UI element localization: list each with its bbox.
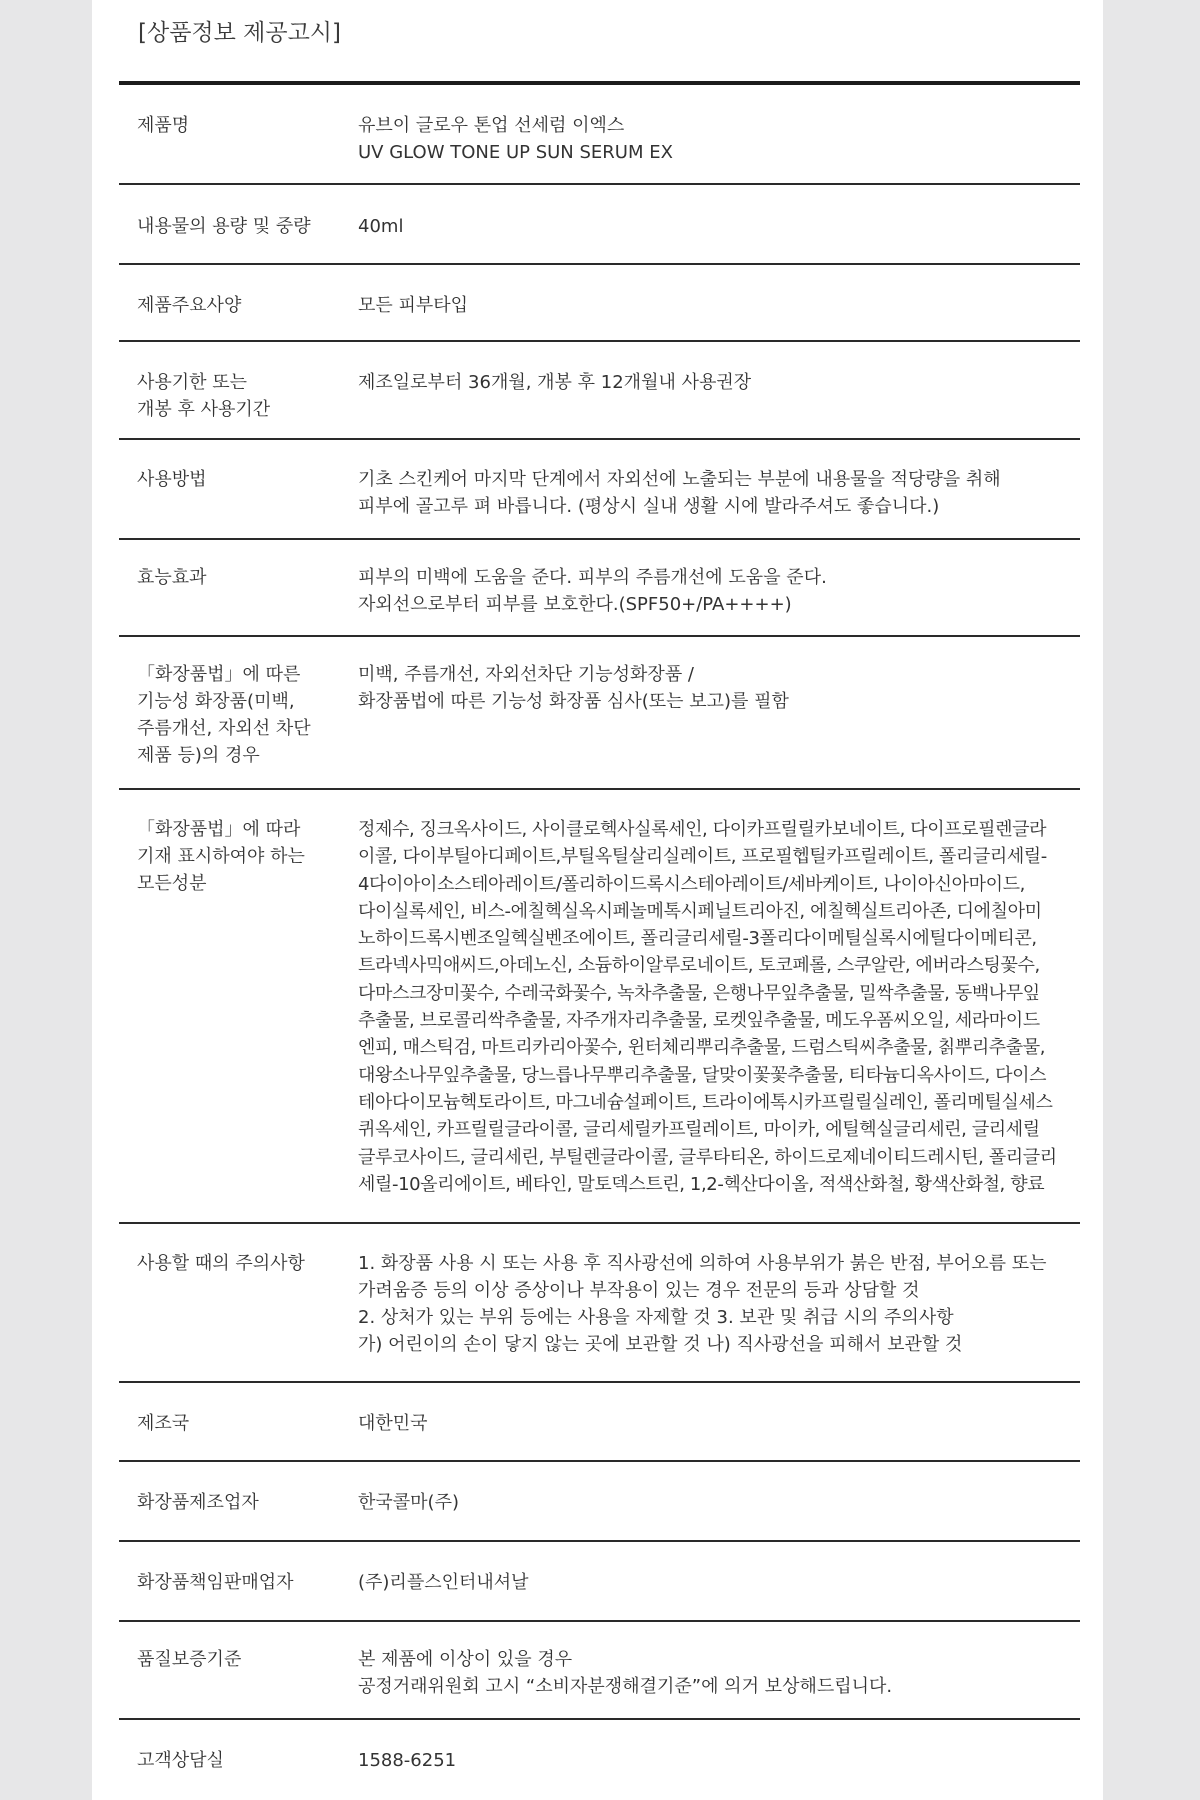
product-info-table	[119, 85, 1080, 1800]
row-value: 기초 스킨케어 마지막 단계에서 자외선에 노출되는 부분에 내용물을 적당량을 취해 피부에 골고루 펴 바릅니다. (평상시 실내 생활 시에 발라주셔도 좋습니다.)	[358, 469, 1001, 517]
row-label: 화장품제조업자	[137, 1492, 259, 1513]
row-label: 제품명	[137, 115, 190, 136]
row-label: 「화장품법」에 따른 기능성 화장품(미백, 주름개선, 자외선 차단 제품 등)의 경우	[137, 664, 311, 766]
row-ingredients	[119, 790, 1080, 1224]
row-value: (주)리플스인터내셔날	[358, 1572, 529, 1593]
row-label: 제품주요사양	[137, 295, 242, 316]
row-label: 품질보증기준	[137, 1649, 242, 1670]
row-label: 화장품책임판매업자	[137, 1572, 294, 1593]
row-label: 제조국	[137, 1413, 190, 1434]
row-product-name	[119, 85, 1080, 185]
row-value: 피부의 미백에 도움을 준다. 피부의 주름개선에 도움을 준다. 자외선으로부터 피부를 보호한다.(SPF50+/PA++++)	[358, 567, 827, 615]
row-seller	[119, 1542, 1080, 1622]
row-customer-center	[119, 1720, 1080, 1800]
row-value: 대한민국	[358, 1413, 428, 1434]
row-label: 「화장품법」에 따라 기재 표시하여야 하는 모든성분	[137, 819, 305, 894]
row-origin	[119, 1383, 1080, 1462]
row-value: 유브이 글로우 톤업 선세럼 이엑스 UV GLOW TONE UP SUN SERUM EX	[358, 115, 673, 163]
row-label: 효능효과	[137, 567, 207, 588]
row-label: 고객상담실	[137, 1750, 224, 1771]
row-precautions	[119, 1224, 1080, 1383]
row-efficacy	[119, 540, 1080, 637]
page-title: [상품정보 제공고시]	[138, 20, 342, 46]
row-label: 내용물의 용량 및 중량	[137, 216, 311, 237]
row-expiry	[119, 342, 1080, 440]
row-label: 사용기한 또는 개봉 후 사용기간	[137, 372, 271, 420]
row-value: 1588-6251	[358, 1750, 457, 1771]
row-label: 사용할 때의 주의사항	[137, 1253, 305, 1274]
row-value: 정제수, 징크옥사이드, 사이클로헥사실록세인, 다이카프릴릴카보네이트, 다이프로필렌글라 이콜, 다이부틸아디페이트,부틸옥틸살리실레이트, 프로필헵틸카프릴레이트, 폴리글리세릴- 4다이아이소스테아레이트/폴리하이드록시스테아레이트/세바케이트, 나이아신아마이드, 다이실록세인, 비스-에칠헥실옥시페놀메톡시페닐트리아진, 에칠헥실트리아존, 디에칠아미 노하이드록시벤조일헥실벤조에이트, 폴리글리세릴-3폴리다이메틸실록시에틸다이메티콘, 트라넥사믹애씨드,아데노신, 소듐하이알루로네이트, 토코페롤, 스쿠알란, 에버라스팅꽃수, 다마스크장미꽃수, 수레국화꽃수, 녹차추출물, 은행나무잎추출물, 밀싹추출물, 동백나무잎 추출물, 브로콜리싹추출물, 자주개자리추출물, 로켓잎추출물, 메도우폼씨오일, 세라마이드 엔피, 매스틱검, 마트리카리아꽃수, 윈터체리뿌리추출물, 드럼스틱씨추출물, 칡뿌리추출물, 대왕소나무잎추출물, 당느릅나무뿌리추출물, 달맞이꽃꽃추출물, 티타늄디옥사이드, 다이스 테아다이모늄헥토라이트, 마그네슘설페이트, 트라이에톡시카프릴릴실레인, 폴리메틸실세스 퀴옥세인, 카프릴릴글라이콜, 글리세릴카프릴레이트, 마이카, 에틸헥실글리세린, 글리세릴 글루코사이드, 글리세린, 부틸렌글라이콜, 글루타티온, 하이드로제네이티드레시틴, 폴리글리 세릴-10올리에이트, 베타인, 말토덱스트린, 1,2-헥산다이올, 적색산화철, 황색산화철, 향료	[358, 819, 1057, 1195]
row-value: 40ml	[358, 216, 404, 237]
row-value: 모든 피부타입	[358, 295, 469, 316]
row-quality-standard	[119, 1622, 1080, 1720]
row-value: 본 제품에 이상이 있을 경우 공정거래위원회 고시 “소비자분쟁해결기준”에 의거 보상해드립니다.	[358, 1649, 893, 1697]
row-functional-cosmetic	[119, 637, 1080, 790]
row-value: 제조일로부터 36개월, 개봉 후 12개월내 사용권장	[358, 372, 752, 393]
row-main-spec	[119, 265, 1080, 342]
row-value: 1. 화장품 사용 시 또는 사용 후 직사광선에 의하여 사용부위가 붉은 반점, 부어오름 또는 가려움증 등의 이상 증상이나 부작용이 있는 경우 전문의 등과 상담할 것 2. 상처가 있는 부위 등에는 사용을 자제할 것 3. 보관 및 취급 시의 주의사항 가) 어린이의 손이 닿지 않는 곳에 보관할 것 나) 직사광선을 피해서 보관할 것	[358, 1253, 1047, 1355]
row-usage	[119, 440, 1080, 540]
row-volume	[119, 185, 1080, 265]
row-manufacturer	[119, 1462, 1080, 1542]
row-value: 한국콜마(주)	[358, 1492, 459, 1513]
row-value: 미백, 주름개선, 자외선차단 기능성화장품 / 화장품법에 따른 기능성 화장품 심사(또는 보고)를 필함	[358, 664, 789, 712]
row-label: 사용방법	[137, 469, 207, 490]
